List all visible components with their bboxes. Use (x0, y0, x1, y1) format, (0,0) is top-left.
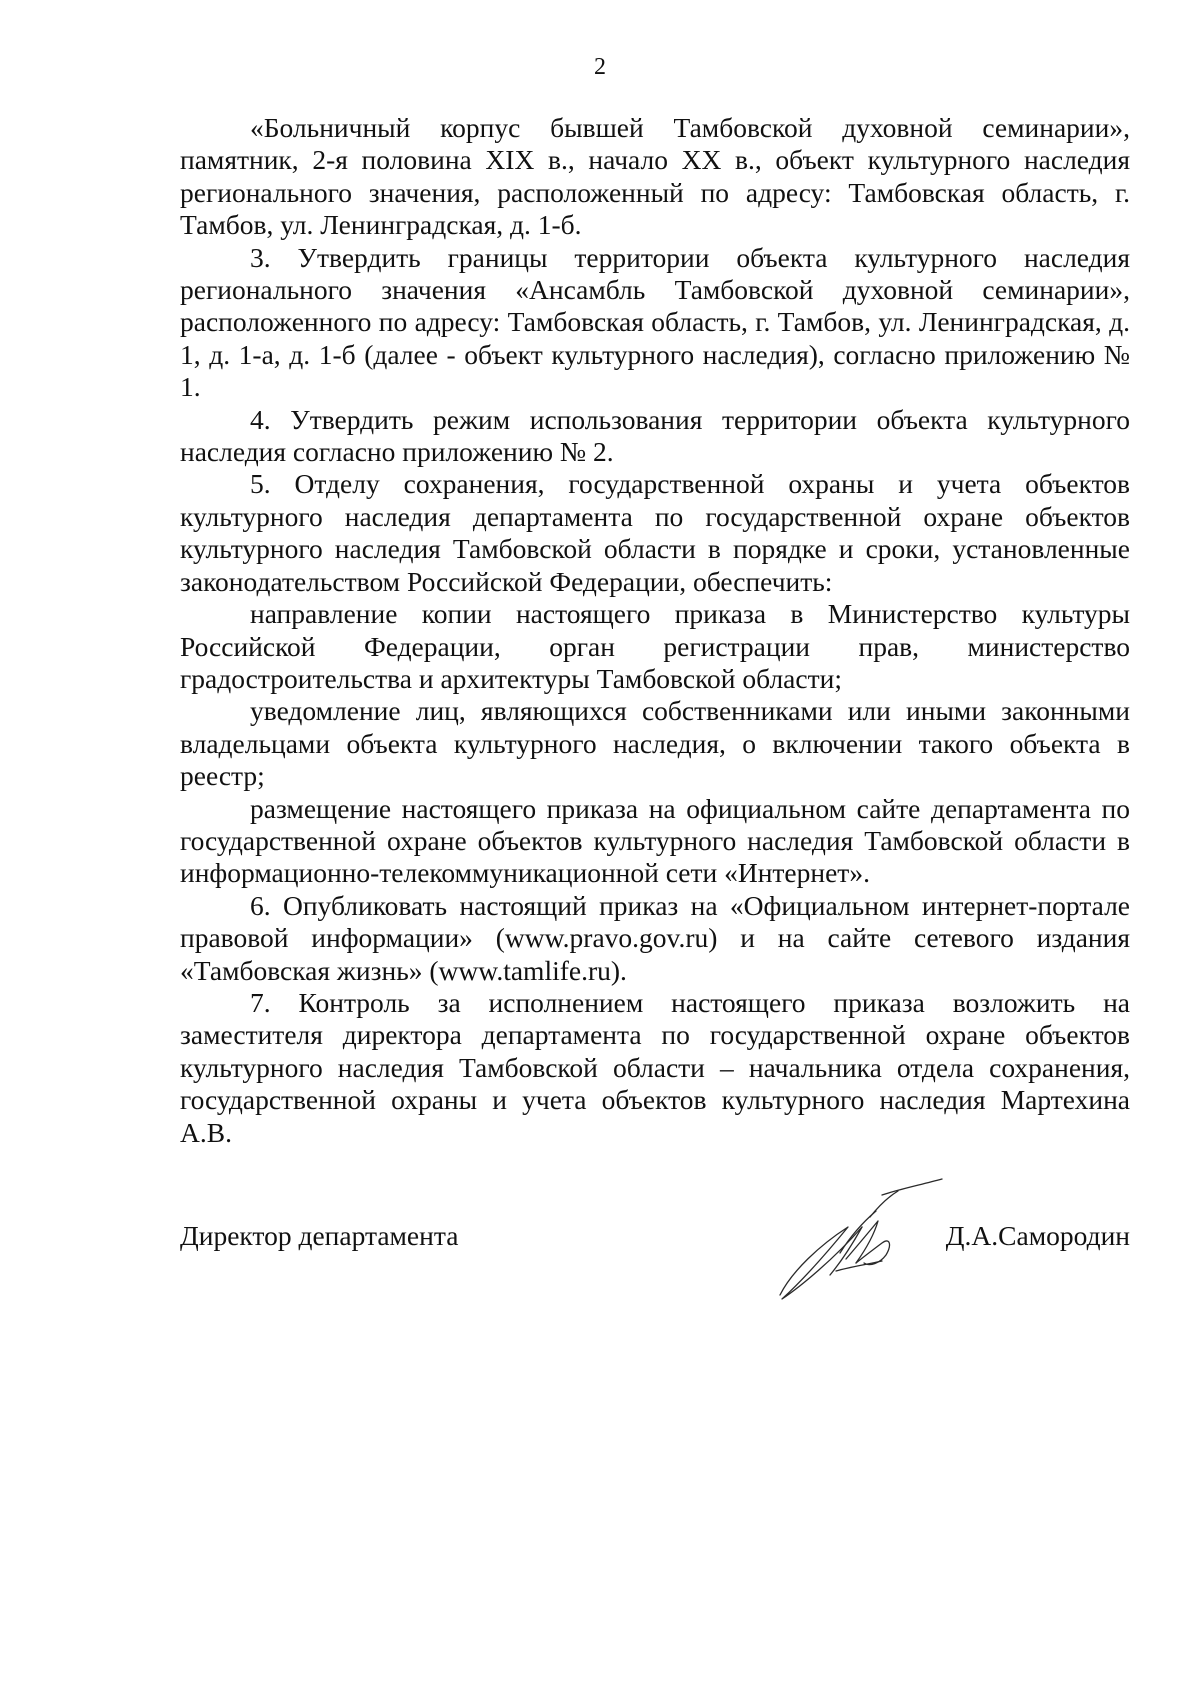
paragraph-item-4: 4. Утвердить режим использования территории объекта культурного наследия согласно приложению № 2. (180, 403, 1130, 468)
paragraph-item-5: 5. Отделу сохранения, государственной охраны и учета объектов культурного наследия департамента по государственной охране объектов культурного наследия Тамбовской области в порядке и сроки, установленные законодательством Российской Федерации, обеспечить: (180, 468, 1130, 597)
paragraph-item-7: 7. Контроль за исполнением настоящего приказа возложить на заместителя директора департамента по государственной охране объектов культурного наследия Тамбовской области – начальника отдела сохранения, государственной охраны и учета объектов культурного наследия Мартехина А.В. (180, 986, 1130, 1148)
paragraph-item-5-site-publication: размещение настоящего приказа на официальном сайте департамента по государственной охране объектов культурного наследия Тамбовской области в информационно-телекоммуникационной сети «Интернет». (180, 792, 1130, 889)
document-body (180, 112, 1130, 1149)
signatory-title: Директор департамента (180, 1220, 459, 1251)
signatory-name: Д.А.Самородин (945, 1220, 1130, 1251)
page-number: 2 (594, 54, 606, 80)
paragraph-item-3: 3. Утвердить границы территории объекта культурного наследия регионального значения «Ансамбль Тамбовской духовной семинарии», расположенного по адресу: Тамбовская область, г. Тамбов, ул. Ленинградская, д. 1, д. 1-а, д. 1-б (далее - объект культурного наследия), согласно приложению № 1. (180, 241, 1130, 403)
paragraph-object-description: «Больничный корпус бывшей Тамбовской духовной семинарии», памятник, 2-я половина XIX в., начало XX в., объект культурного наследия регионального значения, расположенный по адресу: Тамбовская область, г. Тамбов, ул. Ленинградская, д. 1-б. (180, 112, 1130, 241)
paragraph-item-5-owner-notice: уведомление лиц, являющихся собственниками или иными законными владельцами объекта культурного наследия, о включении такого объекта в реестр; (180, 695, 1130, 792)
paragraph-item-6: 6. Опубликовать настоящий приказ на «Официальном интернет-портале правовой информации» (www.pravo.gov.ru) и на сайте сетевого издания «Тамбовская жизнь» (www.tamlife.ru). (180, 889, 1130, 986)
paragraph-item-5-copy-direction: направление копии настоящего приказа в Министерство культуры Российской Федерации, орган регистрации прав, министерство градостроительства и архитектуры Тамбовской области; (180, 598, 1130, 694)
signature-block (180, 1220, 1130, 1260)
